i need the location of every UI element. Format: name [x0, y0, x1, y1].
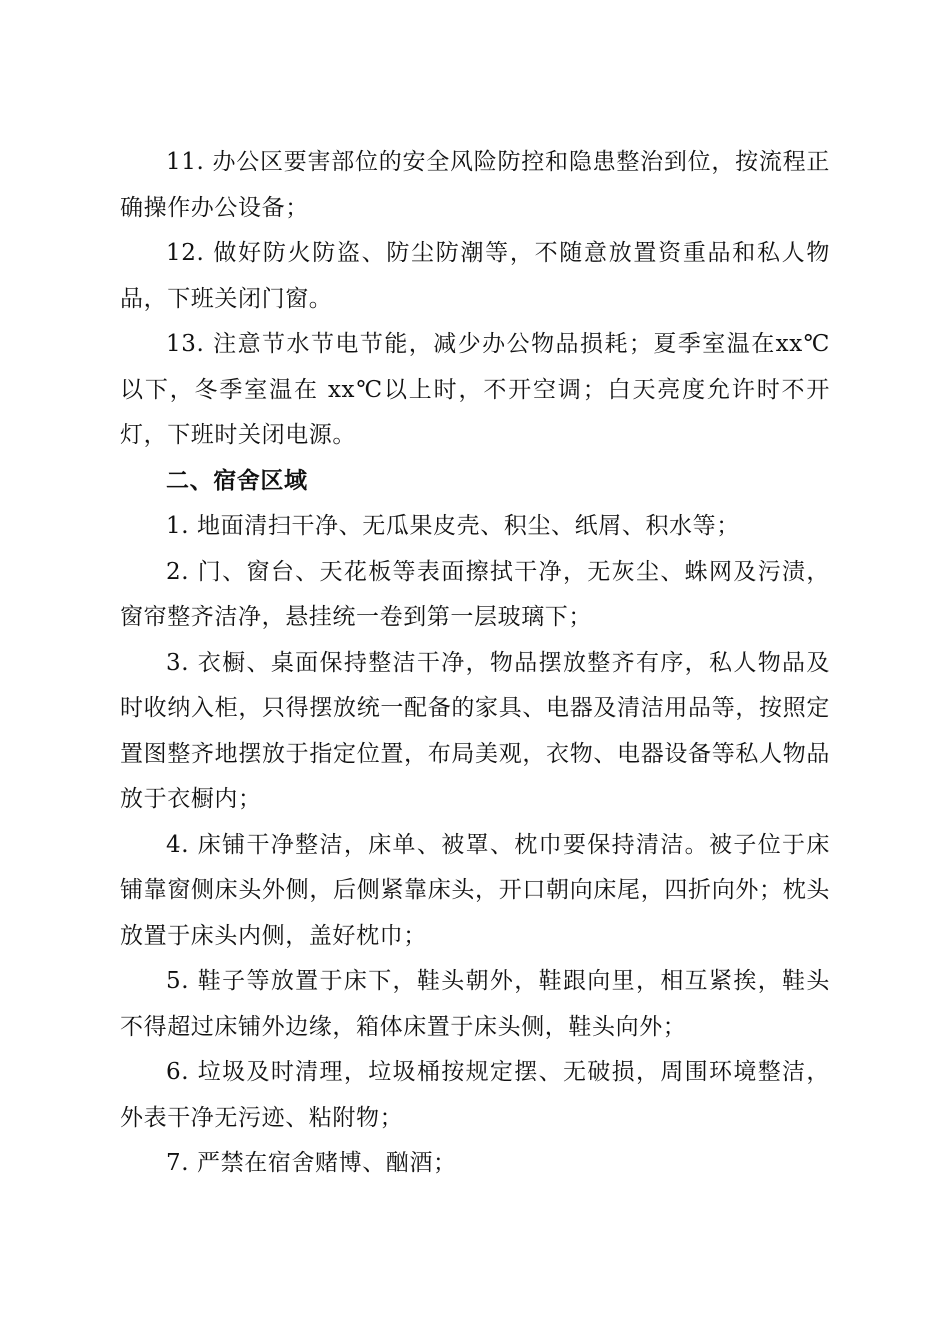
section-heading-dormitory: 二、宿舍区域 — [166, 467, 308, 494]
dorm-item-7: 7. 严禁在宿舍赌博、酗酒； — [166, 1150, 457, 1176]
paragraph-12: 12. 做好防火防盗、防尘防潮等，不随意放置资重品和私人物品，下班关闭门窗。 — [120, 240, 830, 312]
document-body — [120, 140, 830, 1187]
dorm-item-5: 5. 鞋子等放置于床下，鞋头朝外，鞋跟向里，相互紧挨，鞋头不得超过床铺外边缘，箱体床置于床头侧，鞋头向外； — [120, 968, 830, 1040]
paragraph-11: 11. 办公区要害部位的安全风险防控和隐患整治到位，按流程正确操作办公设备； — [120, 149, 830, 221]
dorm-item-4: 4. 床铺干净整洁，床单、被罩、枕巾要保持清洁。被子位于床铺靠窗侧床头外侧，后侧紧靠床头，开口朝向床尾，四折向外；枕头放置于床头内侧，盖好枕巾； — [120, 831, 830, 949]
dorm-item-2: 2. 门、窗台、天花板等表面擦拭干净，无灰尘、蛛网及污渍，窗帘整齐洁净，悬挂统一卷到第一层玻璃下； — [120, 558, 830, 630]
paragraph-13: 13. 注意节水节电节能，减少办公物品损耗；夏季室温在xx℃以下，冬季室温在 xx℃以上时，不开空调；白天亮度允许时不开灯，下班时关闭电源。 — [120, 331, 830, 448]
dorm-item-3: 3. 衣橱、桌面保持整洁干净，物品摆放整齐有序，私人物品及时收纳入柜，只得摆放统一配备的家具、电器及清洁用品等，按照定置图整齐地摆放于指定位置，布局美观，衣物、电器设备等私人物品放于衣橱内； — [120, 649, 830, 812]
dorm-item-6: 6. 垃圾及时清理，垃圾桶按规定摆、无破损，周围环境整洁，外表干净无污迹、粘附物； — [120, 1059, 830, 1131]
dorm-item-1: 1. 地面清扫干净、无瓜果皮壳、积尘、纸屑、积水等； — [166, 513, 740, 539]
